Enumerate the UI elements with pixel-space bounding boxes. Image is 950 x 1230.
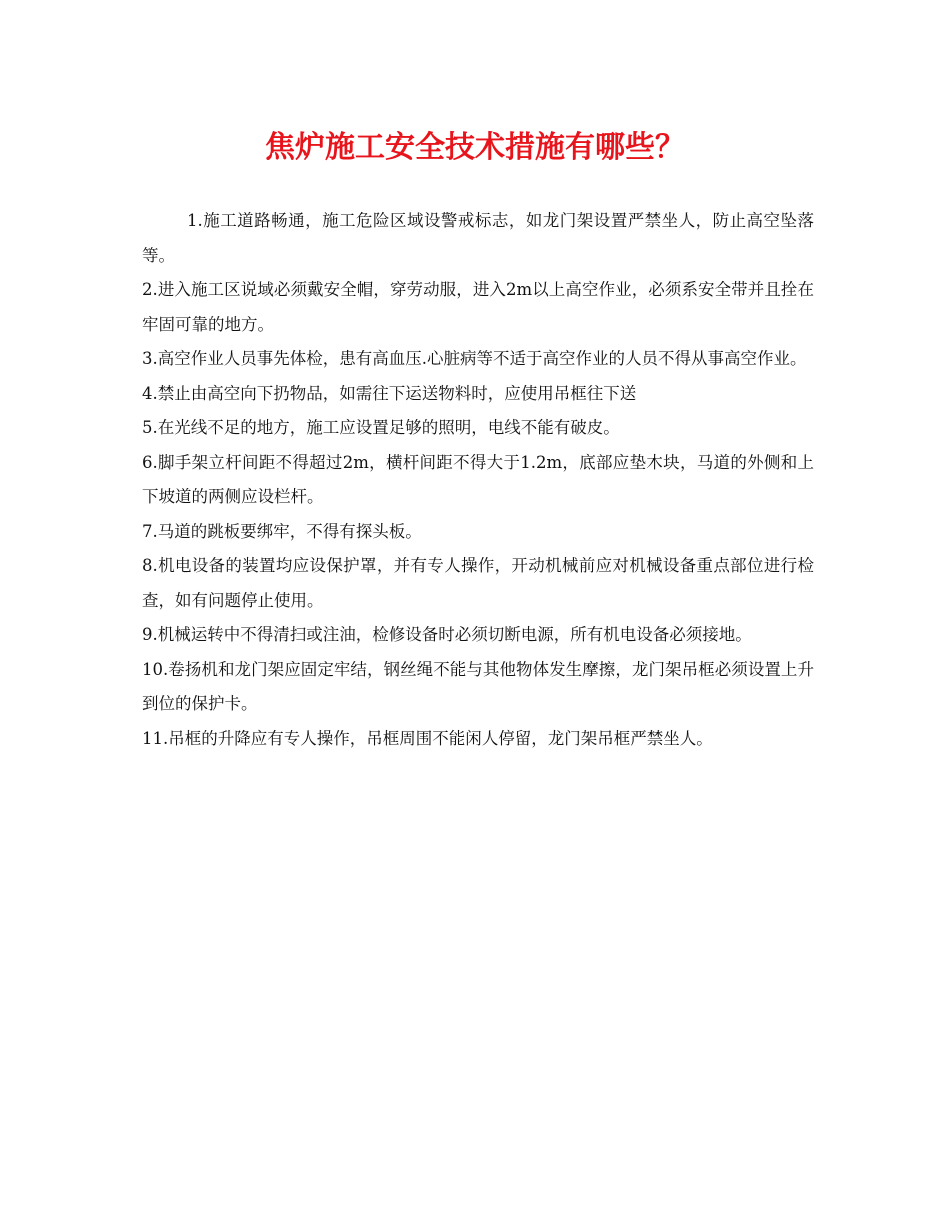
paragraph-1: 1.施工道路畅通，施工危险区域设警戒标志，如龙门架设置严禁坐人，防止高空坠落等。 bbox=[142, 211, 814, 265]
document-body bbox=[142, 204, 814, 756]
paragraph-11: 11.吊框的升降应有专人操作，吊框周围不能闲人停留，龙门架吊框严禁坐人。 bbox=[142, 728, 713, 748]
document-title: 焦炉施工安全技术措施有哪些？ bbox=[265, 130, 685, 165]
paragraph-5: 5.在光线不足的地方，施工应设置足够的照明，电线不能有破皮。 bbox=[142, 418, 620, 437]
paragraph-10: 10.卷扬机和龙门架应固定牢结，钢丝绳不能与其他物体发生摩擦，龙门架吊框必须设置上升到位的保护卡。 bbox=[142, 659, 814, 713]
paragraph-3: 3.高空作业人员事先体检，患有高血压.心脏病等不适于高空作业的人员不得从事高空作业。 bbox=[142, 349, 807, 368]
paragraph-2: 2.进入施工区说域必须戴安全帽，穿劳动服，进入2m以上高空作业，必须系安全带并且拴在牢固可靠的地方。 bbox=[142, 280, 814, 334]
paragraph-4: 4.禁止由高空向下扔物品，如需往下运送物料时，应使用吊框往下送 bbox=[142, 383, 637, 403]
paragraph-7: 7.马道的跳板要绑牢，不得有探头板。 bbox=[142, 521, 422, 541]
paragraph-9: 9.机械运转中不得清扫或注油，检修设备时必须切断电源，所有机电设备必须接地。 bbox=[142, 625, 752, 644]
paragraph-8: 8.机电设备的装置均应设保护罩，并有专人操作，开动机械前应对机械设备重点部位进行检查，如有问题停止使用。 bbox=[142, 556, 814, 610]
paragraph-6: 6.脚手架立杆间距不得超过2m，横杆间距不得大于1.2m，底部应垫木块，马道的外侧和上下坡道的两侧应设栏杆。 bbox=[142, 452, 814, 506]
